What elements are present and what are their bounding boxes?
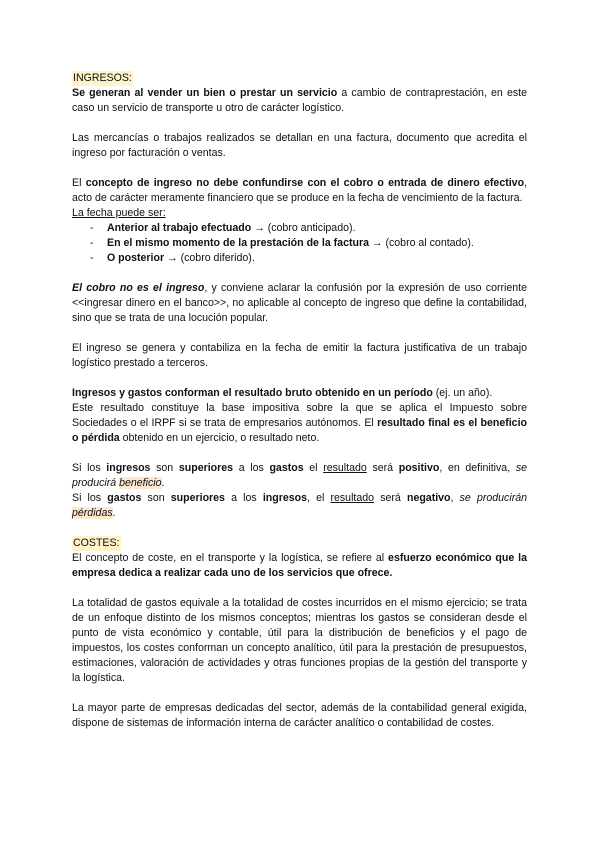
bold-run: superiores [170,492,225,504]
fecha-label: La fecha puede ser: [72,207,166,219]
text-run: el [303,462,324,474]
document-page [72,71,527,731]
bold-run: En el mismo momento de la prestación de la factura [107,237,369,249]
text-run: son [141,492,171,504]
costes-gastos-paragraph: La totalidad de gastos equivale a la totalidad de costes incurridos en el mismo ejercicio; se trata de un enfoque distinto de los mismos conceptos; mientras los gastos se consideran desde el punto de vista económico y contable, útil para la distribución de beneficios y el pago de impuestos, los costes conforman un concepto analítico, útil para la prestación de presupuestos, estimaciones, valoración de actividades y otras funciones propias de la gestión del transporte y la logística. [72,597,527,684]
ingreso-fecha-paragraph: El ingreso se genera y contabiliza en la fecha de emitir la factura justificativa de un trabajo logístico prestado a terceros. [72,342,527,369]
text-run: Si los [72,462,107,474]
text-run: Este resultado constituye la base impositiva sobre la que se aplica el Impuesto sobre Sociedades o el IRPF si se trata de empresarios autónomos. El [72,402,527,429]
bold-run: Anterior al trabajo efectuado [107,222,252,234]
text-run: será [366,462,399,474]
cobro-no-es-ingreso-paragraph [72,281,527,326]
ingresos-cobro-paragraph [72,176,527,206]
bold-run: positivo [398,462,440,474]
text-run: será [374,492,407,504]
bold-run: superiores [178,462,234,474]
resultado-positivo-line [72,461,527,491]
bold-run: O posterior [107,252,165,264]
list-item [90,221,527,236]
list-item [90,236,527,251]
text-run: → (cobro al contado). [368,237,474,249]
underlined-run: resultado [330,492,375,504]
bold-run: esfuerzo económico que la empresa dedica a realizar cada uno de los servicios que ofrece. [72,552,527,579]
ingresos-heading: INGRESOS: [73,72,132,84]
text-run: , y conviene aclarar la confusión por la expresión de uso corriente <<ingresar dinero en el banco>>, no aplicable al concepto de ingreso que define la contabilidad, sino que se trata de una locución popular. [72,282,527,324]
italic-run: se producirán [459,492,528,504]
text-run: obtenido en un ejercicio, o resultado neto. [119,432,320,444]
bold-italic-run: El cobro no es el ingreso [72,282,205,294]
bold-run: negativo [406,492,451,504]
bold-run: resultado final es el beneficio o pérdida [72,417,527,444]
resultado-negativo-line [72,491,527,521]
text-run: , el [306,492,331,504]
costes-empresas-paragraph: La mayor parte de empresas dedicadas del sector, además de la contabilidad general exigida, dispone de sistemas de información interna de carácter analítico o contabilidad de costes. [72,702,527,729]
text-run: , en definitiva, [439,462,516,474]
italic-run: se producirá [72,462,528,489]
costes-definition [72,551,527,581]
text-run: El [72,177,86,189]
ingresos-definition-bold: Se generan al vender un bien o prestar un servicio [72,87,338,99]
text-run: Si los [72,492,108,504]
highlighted-run: beneficio [119,477,162,489]
bold-run: ingresos [262,492,307,504]
text-run: a los [224,492,263,504]
text-run: . [161,477,165,489]
resultado-bruto-line [72,386,527,401]
resultado-impositivo-paragraph [72,401,527,446]
text-run: , [450,492,460,504]
text-run: , acto de carácter meramente financiero que se produce en la fecha de vencimiento de la factura. [72,177,528,204]
text-run: (ej. un año). [432,387,493,399]
text-run: → (cobro anticipado). [251,222,356,234]
list-item [90,251,527,266]
text-run: son [150,462,179,474]
ingresos-definition [72,86,527,116]
bold-run: Ingresos y gastos conforman el resultado bruto obtenido en un período [72,387,433,399]
fecha-list [72,221,527,266]
text-run: El concepto de coste, en el transporte y la logística, se refiere al [72,552,389,564]
highlighted-run: pérdidas [72,507,113,519]
bold-run: gastos [107,492,142,504]
text-run: → (cobro diferido). [164,252,255,264]
bold-run: concepto de ingreso no debe confundirse con el cobro o entrada de dinero efectivo [85,177,525,189]
text-run: a los [233,462,270,474]
ingresos-factura-paragraph: Las mercancías o trabajos realizados se detallan en una factura, documento que acredita el ingreso por facturación o ventas. [72,132,527,159]
underlined-run: resultado [323,462,367,474]
bold-run: gastos [269,462,304,474]
bold-run: ingresos [106,462,151,474]
text-run: . [112,507,116,519]
costes-heading: COSTES: [73,537,120,549]
ingresos-definition-text: a cambio de contraprestación, en este caso un servicio de transporte u otro de carácter logístico. [72,87,527,114]
